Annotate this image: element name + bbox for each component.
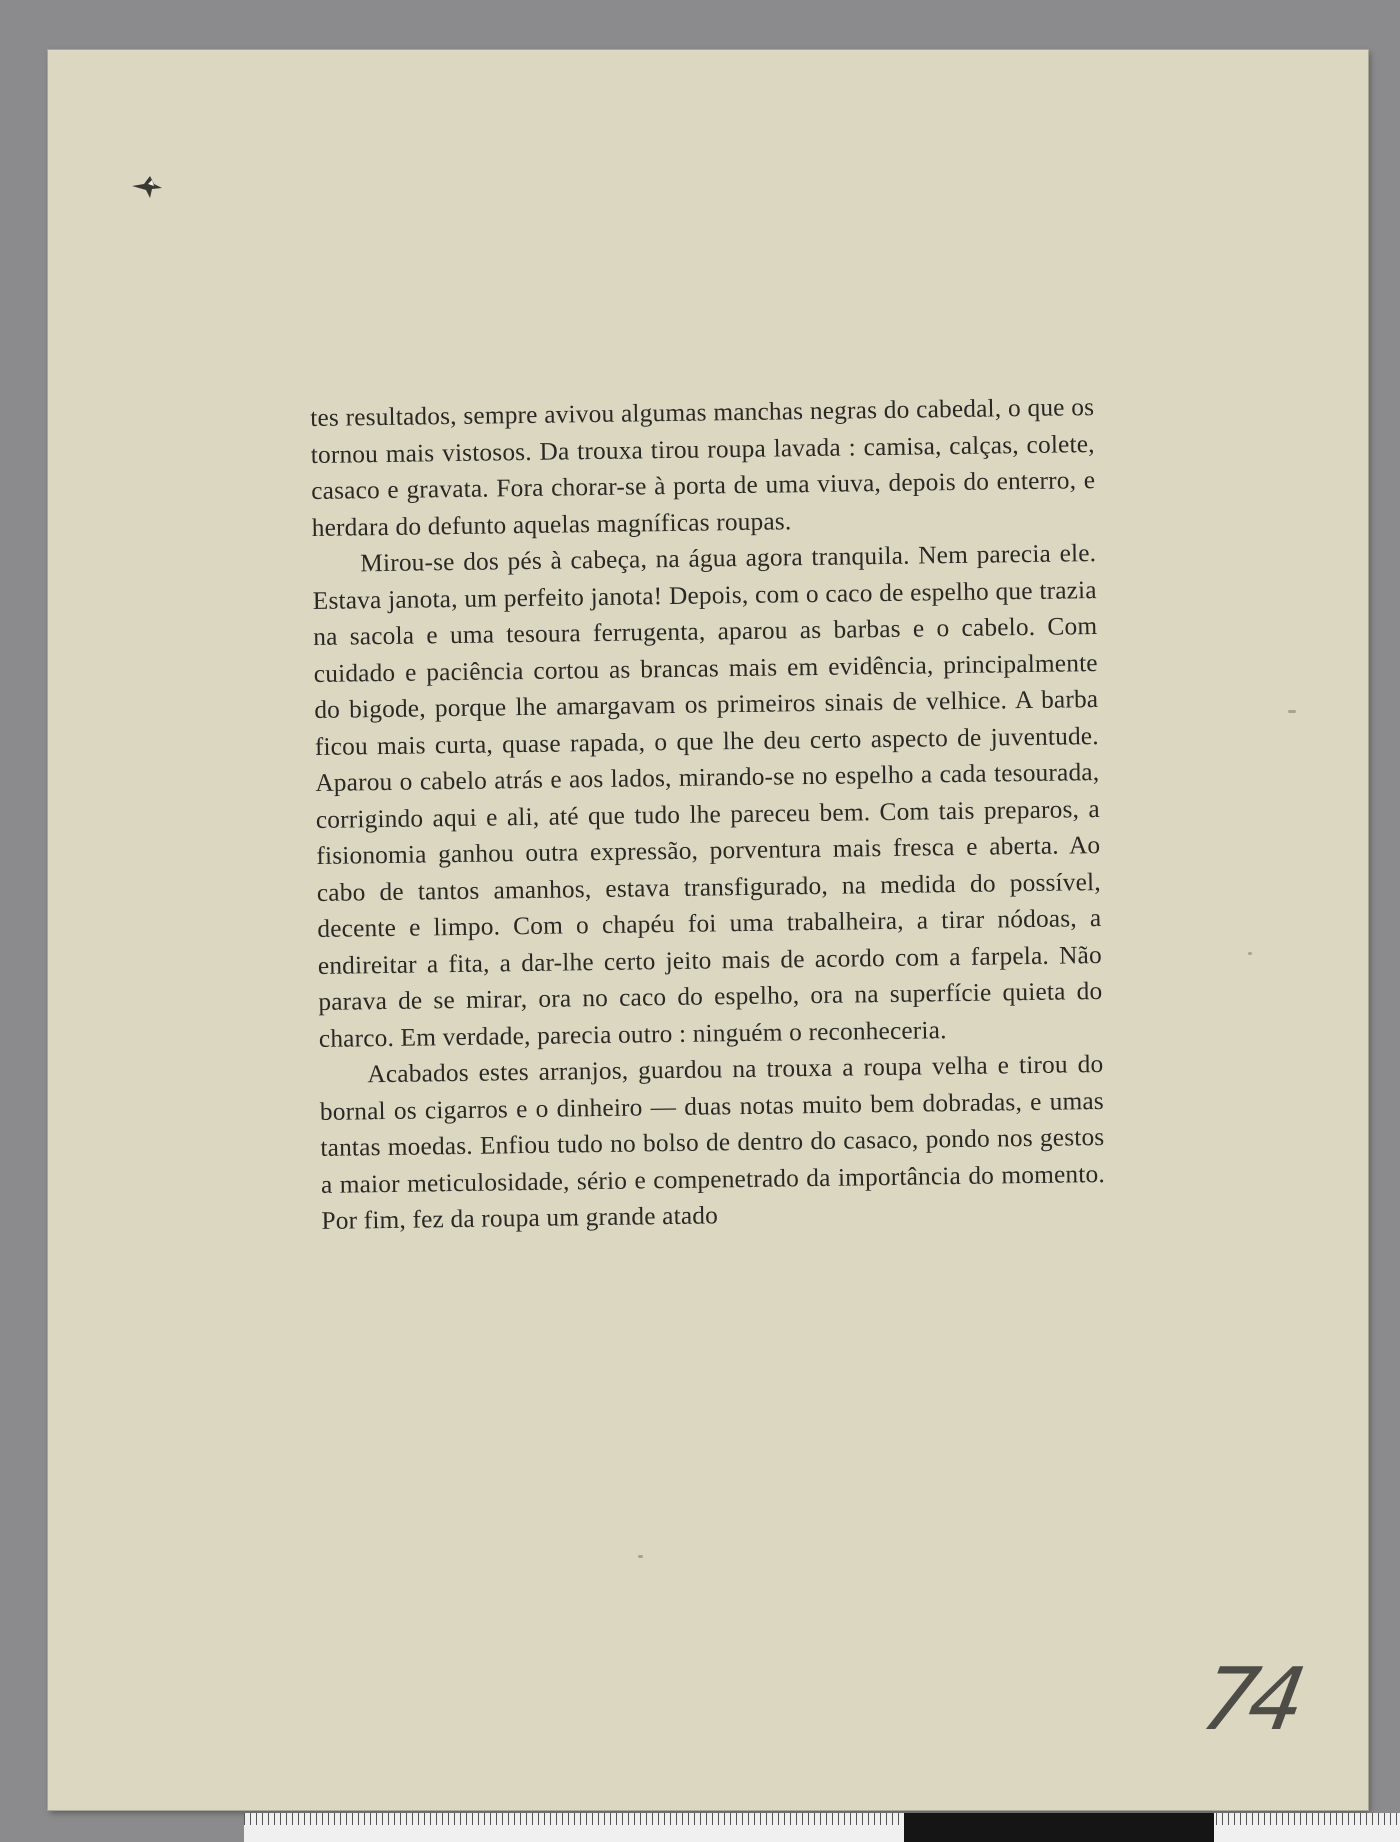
- paragraph: Acabados estes arranjos, guardou na trouxa a roupa velha e tirou do bornal os cigarros e o dinheiro — duas notas muito bem dobradas, e umas tantas moedas. Enfiou tudo no bolso de dentro do casaco, pondo nos gestos a maior meticulosidade, sério e compenetrado da importância do momento. Por fim, fez da roupa um grande atado: [319, 1049, 1106, 1235]
- handwritten-page-number: 74: [1193, 1650, 1305, 1750]
- ruler-ticks: [244, 1813, 1400, 1825]
- ruler-dark-segment: [904, 1813, 1214, 1842]
- paper-speck: [1248, 952, 1252, 955]
- body-text: [310, 389, 1106, 1239]
- paragraph: tes resultados, sempre avivou algumas manchas negras do cabedal, o que os tornou mais vistosos. Da trouxa tirou roupa lavada : camisa, calças, colete, casaco e gravata. Fora chorar-se à porta de uma viuva, depois do enterro, e herdara do defunto aquelas magníficas roupas.: [310, 393, 1096, 542]
- paragraph: Mirou-se dos pés à cabeça, na água agora tranquila. Nem parecia ele. Estava janota, um perfeito janota! Depois, com o caco de espelho que trazia na sacola e uma tesoura ferrugenta, aparou as barbas e o cabelo. Com cuidado e paciência cortou as brancas mais em evidência, principalmente do bigode, porque lhe amargavam os primeiros sinais de velhice. A barba ficou mais curta, quase rapada, o que lhe deu certo aspecto de juventude. Aparou o cabelo atrás e aos lados, mirando-se no espelho a cada tesourada, corrigindo aqui e ali, até que tudo lhe pareceu bem. Com tais preparos, a fisionomia ganhou outra expressão, porventura mais fresca e aberta. Ao cabo de tantos amanhos, estava transfigurado, na medida do possível, decente e limpo. Com o chapéu foi uma trabalheira, a tirar nódoas, a endireitar a fita, a dar-lhe certo jeito mais de acordo com a farpela. Não parava de se mirar, ora no caco do espelho, ora na superfície quieta do charco. Em verdade, parecia outro : ninguém o reconheceria.: [312, 539, 1103, 1053]
- document-page: [48, 50, 1368, 1810]
- paper-speck: [638, 1555, 643, 1558]
- paper-damage-mark: [130, 172, 164, 200]
- paper-speck: [1288, 710, 1296, 713]
- scale-ruler: [244, 1813, 1400, 1842]
